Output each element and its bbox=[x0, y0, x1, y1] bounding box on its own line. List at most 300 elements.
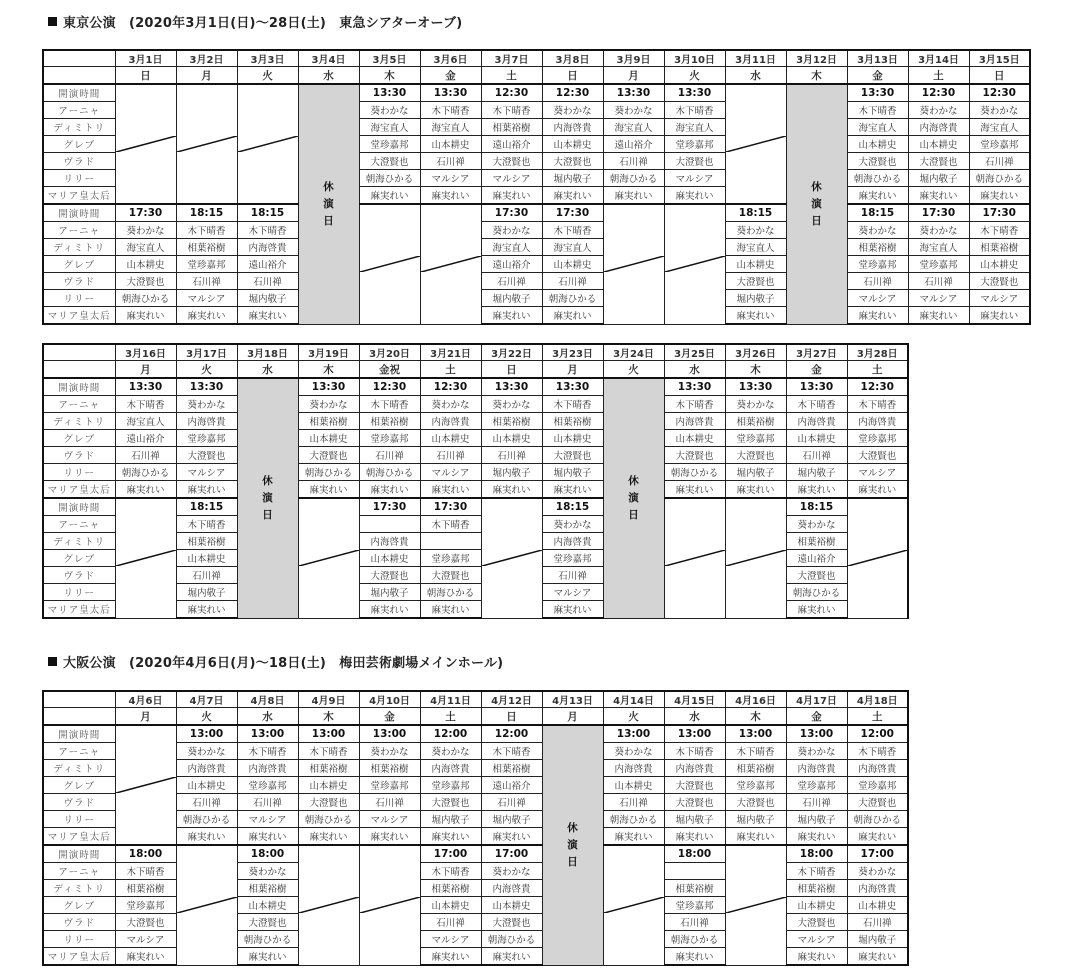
cast-cell: 堂珍嘉邦 bbox=[725, 777, 786, 794]
cast-cell: マルシア bbox=[237, 811, 298, 828]
cast-cell: 山本耕史 bbox=[298, 430, 359, 447]
date-cell: 3月20日 bbox=[359, 344, 420, 361]
date-cell: 3月16日 bbox=[115, 344, 176, 361]
weekday-cell: 月 bbox=[603, 67, 664, 85]
cast-cell: 石川禅 bbox=[481, 447, 542, 464]
showtime-cell: 18:15 bbox=[237, 204, 298, 222]
cast-cell: 葵わかな bbox=[542, 516, 603, 533]
no-show-slash-icon bbox=[116, 136, 176, 152]
showtime-cell: 12:00 bbox=[481, 725, 542, 743]
weekday-cell: 木 bbox=[298, 708, 359, 726]
cast-cell: マルシア bbox=[847, 290, 908, 307]
cast-cell: 山本耕史 bbox=[420, 897, 481, 914]
cast-cell: 大澄賢也 bbox=[481, 914, 542, 931]
cast-cell: 海宝直人 bbox=[420, 119, 481, 136]
showtime-row bbox=[43, 498, 908, 516]
showtime-cell: 12:30 bbox=[969, 84, 1030, 102]
cast-cell: 木下晴香 bbox=[481, 743, 542, 760]
cast-cell: 木下晴香 bbox=[725, 743, 786, 760]
weekday-cell: 木 bbox=[298, 361, 359, 379]
cast-cell: 大澄賢也 bbox=[237, 914, 298, 931]
date-cell: 3月1日 bbox=[115, 50, 176, 67]
cast-cell: 山本耕史 bbox=[176, 777, 237, 794]
cast-cell: 大澄賢也 bbox=[542, 447, 603, 464]
weekday-cell: 月 bbox=[115, 708, 176, 726]
rest-day-char: 日 bbox=[811, 214, 822, 227]
cast-cell: 遠山裕介 bbox=[481, 136, 542, 153]
cast-cell: 堂珍嘉邦 bbox=[420, 777, 481, 794]
cast-row bbox=[43, 396, 908, 413]
weekday-cell: 金 bbox=[359, 708, 420, 726]
cast-cell: 堀内敬子 bbox=[725, 811, 786, 828]
cast-cell: 内海啓貴 bbox=[603, 760, 664, 777]
weekday-cell: 水 bbox=[664, 708, 725, 726]
showtime-label: 開演時間 bbox=[43, 725, 115, 743]
cast-cell: 麻実れい bbox=[847, 187, 908, 205]
role-label: マリア皇太后 bbox=[43, 481, 115, 499]
showtime-label: 開演時間 bbox=[43, 84, 115, 102]
role-label: ディミトリ bbox=[43, 413, 115, 430]
weekday-cell: 木 bbox=[725, 708, 786, 726]
cast-cell: 堀内敬子 bbox=[420, 811, 481, 828]
cast-cell: 葵わかな bbox=[176, 743, 237, 760]
tokyo-schedule-table-1 bbox=[42, 49, 1031, 325]
cast-cell: 木下晴香 bbox=[115, 396, 176, 413]
cast-cell: 麻実れい bbox=[481, 948, 542, 966]
tokyo-schedule-table-2 bbox=[42, 343, 909, 619]
cast-cell: 朝海ひかる bbox=[115, 464, 176, 481]
rest-day-char: 日 bbox=[262, 508, 273, 521]
cast-cell: 麻実れい bbox=[542, 481, 603, 499]
cast-cell: 相葉裕樹 bbox=[359, 413, 420, 430]
no-show-slash-icon bbox=[299, 897, 359, 913]
date-cell: 4月18日 bbox=[847, 691, 908, 708]
cast-row bbox=[43, 290, 1030, 307]
showtime-cell: 17:30 bbox=[481, 204, 542, 222]
rest-day-cell bbox=[298, 84, 359, 324]
cast-cell: 海宝直人 bbox=[542, 239, 603, 256]
weekday-cell: 日 bbox=[542, 67, 603, 85]
showtime-cell: 13:30 bbox=[786, 378, 847, 396]
cast-cell: 内海啓貴 bbox=[664, 760, 725, 777]
cast-cell: 堀内敬子 bbox=[542, 170, 603, 187]
cast-cell: 相葉裕樹 bbox=[786, 533, 847, 550]
cast-cell: 葵わかな bbox=[298, 396, 359, 413]
cast-cell: 麻実れい bbox=[908, 307, 969, 325]
cast-cell: 朝海ひかる bbox=[847, 170, 908, 187]
cast-cell: 石川禅 bbox=[786, 794, 847, 811]
showtime-row bbox=[43, 725, 908, 743]
rest-day-char: 日 bbox=[628, 508, 639, 521]
role-label: マリア皇太后 bbox=[43, 828, 115, 846]
osaka-schedule-table bbox=[42, 690, 909, 966]
cast-cell: 山本耕史 bbox=[420, 136, 481, 153]
cast-cell: 木下晴香 bbox=[176, 222, 237, 239]
rest-day-char: 休 bbox=[628, 474, 639, 487]
rest-day-char: 休 bbox=[567, 821, 578, 834]
cast-cell: 堀内敬子 bbox=[847, 931, 908, 948]
cast-cell: 堀内敬子 bbox=[725, 290, 786, 307]
showtime-cell: 12:30 bbox=[481, 84, 542, 102]
showtime-cell: 18:00 bbox=[115, 845, 176, 863]
date-cell: 3月14日 bbox=[908, 50, 969, 67]
cast-cell: 石川禅 bbox=[176, 794, 237, 811]
cast-cell: 木下晴香 bbox=[969, 222, 1030, 239]
cast-cell: 大澄賢也 bbox=[176, 447, 237, 464]
date-cell: 4月13日 bbox=[542, 691, 603, 708]
cast-cell: 相葉裕樹 bbox=[542, 413, 603, 430]
cast-cell: 大澄賢也 bbox=[420, 567, 481, 584]
no-performance-cell bbox=[725, 84, 786, 204]
date-cell: 4月15日 bbox=[664, 691, 725, 708]
cast-cell: 大澄賢也 bbox=[298, 447, 359, 464]
cast-cell bbox=[359, 516, 420, 533]
cast-cell: 木下晴香 bbox=[237, 222, 298, 239]
cast-cell: 山本耕史 bbox=[176, 550, 237, 567]
role-label: ディミトリ bbox=[43, 239, 115, 256]
cast-row bbox=[43, 481, 908, 499]
cast-cell: 石川禅 bbox=[847, 914, 908, 931]
weekday-header-row bbox=[43, 67, 1030, 85]
cast-cell: 堀内敬子 bbox=[359, 584, 420, 601]
date-cell: 4月17日 bbox=[786, 691, 847, 708]
cast-cell: 石川禅 bbox=[176, 273, 237, 290]
cast-cell: 木下晴香 bbox=[420, 516, 481, 533]
cast-cell: 大澄賢也 bbox=[115, 914, 176, 931]
cast-cell: 麻実れい bbox=[847, 481, 908, 499]
cast-cell: 大澄賢也 bbox=[420, 794, 481, 811]
cast-cell: 麻実れい bbox=[542, 601, 603, 619]
role-label: リリー bbox=[43, 811, 115, 828]
cast-cell: 麻実れい bbox=[786, 601, 847, 619]
no-show-slash-icon bbox=[848, 550, 908, 566]
weekday-cell: 土 bbox=[847, 708, 908, 726]
no-show-slash-icon bbox=[482, 550, 542, 566]
rest-day-char: 演 bbox=[262, 491, 273, 504]
showtime-cell: 13:30 bbox=[115, 378, 176, 396]
cast-cell: 朝海ひかる bbox=[298, 464, 359, 481]
cast-cell: 堀内敬子 bbox=[725, 464, 786, 481]
role-label: リリー bbox=[43, 584, 115, 601]
cast-cell: 大澄賢也 bbox=[725, 794, 786, 811]
cast-cell: 石川禅 bbox=[664, 914, 725, 931]
cast-cell: 木下晴香 bbox=[420, 102, 481, 119]
cast-cell: 内海啓貴 bbox=[664, 413, 725, 430]
cast-cell: 山本耕史 bbox=[969, 256, 1030, 273]
cast-cell: 遠山裕介 bbox=[481, 777, 542, 794]
role-label: ディミトリ bbox=[43, 760, 115, 777]
cast-cell: 麻実れい bbox=[847, 948, 908, 966]
role-label: ディミトリ bbox=[43, 880, 115, 897]
cast-cell: 堀内敬子 bbox=[786, 811, 847, 828]
rest-day-label bbox=[238, 473, 298, 524]
cast-cell: 石川禅 bbox=[420, 914, 481, 931]
no-performance-cell bbox=[481, 498, 542, 618]
showtime-cell: 17:30 bbox=[115, 204, 176, 222]
showtime-cell: 13:30 bbox=[847, 84, 908, 102]
no-performance-cell bbox=[298, 498, 359, 618]
cast-cell: 相葉裕樹 bbox=[176, 533, 237, 550]
date-cell: 3月7日 bbox=[481, 50, 542, 67]
role-label: アーニャ bbox=[43, 863, 115, 880]
cast-cell: 海宝直人 bbox=[969, 119, 1030, 136]
cast-cell: 内海啓貴 bbox=[420, 413, 481, 430]
rest-day-char: 演 bbox=[567, 838, 578, 851]
cast-cell: 木下晴香 bbox=[481, 102, 542, 119]
no-performance-cell bbox=[725, 845, 786, 965]
cast-cell: 葵わかな bbox=[725, 396, 786, 413]
osaka-heading-text: 大阪公演 (2020年4月6日(月)〜18日(土) 梅田芸術劇場メインホール) bbox=[63, 656, 504, 671]
cast-cell: 葵わかな bbox=[786, 516, 847, 533]
showtime-cell: 18:15 bbox=[847, 204, 908, 222]
date-cell: 3月3日 bbox=[237, 50, 298, 67]
cast-cell: マルシア bbox=[420, 931, 481, 948]
cast-cell: 山本耕史 bbox=[542, 256, 603, 273]
corner-cell bbox=[43, 67, 115, 85]
date-cell: 4月14日 bbox=[603, 691, 664, 708]
cast-cell: 大澄賢也 bbox=[908, 153, 969, 170]
role-label: ヴラド bbox=[43, 567, 115, 584]
no-show-slash-icon bbox=[238, 136, 298, 152]
no-show-slash-icon bbox=[665, 256, 725, 272]
cast-cell: 朝海ひかる bbox=[603, 170, 664, 187]
date-cell: 3月6日 bbox=[420, 50, 481, 67]
cast-cell: 麻実れい bbox=[542, 187, 603, 205]
cast-cell: 遠山裕介 bbox=[786, 550, 847, 567]
showtime-cell: 13:00 bbox=[786, 725, 847, 743]
weekday-cell: 金 bbox=[786, 361, 847, 379]
showtime-cell: 17:00 bbox=[481, 845, 542, 863]
no-performance-cell bbox=[176, 84, 237, 204]
date-cell: 3月18日 bbox=[237, 344, 298, 361]
weekday-cell: 木 bbox=[786, 67, 847, 85]
rest-day-label bbox=[299, 179, 359, 230]
cast-cell: 麻実れい bbox=[481, 481, 542, 499]
date-cell: 4月6日 bbox=[115, 691, 176, 708]
corner-cell bbox=[43, 691, 115, 708]
cast-cell: 木下晴香 bbox=[115, 863, 176, 880]
cast-cell: 朝海ひかる bbox=[420, 584, 481, 601]
cast-cell: 麻実れい bbox=[603, 828, 664, 846]
rest-day-cell bbox=[237, 378, 298, 618]
cast-cell: 石川禅 bbox=[542, 567, 603, 584]
cast-cell: マルシア bbox=[176, 290, 237, 307]
showtime-row bbox=[43, 845, 908, 863]
cast-cell: 木下晴香 bbox=[786, 863, 847, 880]
cast-cell: マルシア bbox=[542, 584, 603, 601]
date-cell: 3月21日 bbox=[420, 344, 481, 361]
cast-cell: 堂珍嘉邦 bbox=[176, 430, 237, 447]
showtime-row bbox=[43, 378, 908, 396]
cast-cell: 麻実れい bbox=[420, 187, 481, 205]
cast-cell: 内海啓貴 bbox=[786, 760, 847, 777]
cast-cell: 相葉裕樹 bbox=[725, 760, 786, 777]
showtime-cell: 18:15 bbox=[786, 498, 847, 516]
cast-cell: 麻実れい bbox=[786, 481, 847, 499]
showtime-cell: 13:30 bbox=[420, 84, 481, 102]
cast-cell: 石川禅 bbox=[847, 273, 908, 290]
cast-cell: 木下晴香 bbox=[176, 516, 237, 533]
cast-cell: 遠山裕介 bbox=[603, 136, 664, 153]
cast-cell: マルシア bbox=[115, 931, 176, 948]
weekday-cell: 水 bbox=[237, 708, 298, 726]
cast-cell: 遠山裕介 bbox=[481, 256, 542, 273]
cast-cell: 石川禅 bbox=[786, 447, 847, 464]
cast-cell: 相葉裕樹 bbox=[847, 239, 908, 256]
cast-cell: 大澄賢也 bbox=[359, 153, 420, 170]
showtime-cell: 13:30 bbox=[725, 378, 786, 396]
cast-cell: 堀内敬子 bbox=[786, 464, 847, 481]
cast-cell: 石川禅 bbox=[359, 447, 420, 464]
cast-cell: 堂珍嘉邦 bbox=[115, 897, 176, 914]
cast-row bbox=[43, 307, 1030, 325]
no-performance-cell bbox=[664, 498, 725, 618]
cast-cell: 麻実れい bbox=[725, 828, 786, 846]
cast-cell: 葵わかな bbox=[542, 102, 603, 119]
role-label: ディミトリ bbox=[43, 119, 115, 136]
cast-cell: 朝海ひかる bbox=[359, 170, 420, 187]
date-cell: 3月26日 bbox=[725, 344, 786, 361]
cast-cell: 葵わかな bbox=[359, 743, 420, 760]
cast-cell: 木下晴香 bbox=[237, 743, 298, 760]
role-label: マリア皇太后 bbox=[43, 187, 115, 205]
cast-cell: 堂珍嘉邦 bbox=[176, 256, 237, 273]
cast-cell: 内海啓貴 bbox=[847, 880, 908, 897]
weekday-cell: 土 bbox=[420, 361, 481, 379]
no-show-slash-icon bbox=[299, 550, 359, 566]
weekday-cell: 日 bbox=[969, 67, 1030, 85]
cast-cell: 葵わかな bbox=[115, 222, 176, 239]
showtime-cell: 13:30 bbox=[481, 378, 542, 396]
cast-cell: 大澄賢也 bbox=[542, 153, 603, 170]
cast-cell: 麻実れい bbox=[969, 307, 1030, 325]
showtime-cell: 13:30 bbox=[664, 378, 725, 396]
rest-day-char: 日 bbox=[567, 855, 578, 868]
cast-cell: 大澄賢也 bbox=[969, 273, 1030, 290]
cast-cell: 木下晴香 bbox=[298, 743, 359, 760]
role-label: グレブ bbox=[43, 550, 115, 567]
no-performance-cell bbox=[176, 845, 237, 965]
showtime-cell: 17:30 bbox=[908, 204, 969, 222]
role-label: グレブ bbox=[43, 897, 115, 914]
cast-cell: 堂珍嘉邦 bbox=[786, 777, 847, 794]
rest-day-char: 演 bbox=[811, 197, 822, 210]
showtime-cell: 17:00 bbox=[847, 845, 908, 863]
weekday-cell: 月 bbox=[542, 361, 603, 379]
date-cell: 3月2日 bbox=[176, 50, 237, 67]
role-label: グレブ bbox=[43, 430, 115, 447]
weekday-cell: 火 bbox=[176, 708, 237, 726]
cast-cell: 堀内敬子 bbox=[481, 811, 542, 828]
cast-cell: 麻実れい bbox=[603, 187, 664, 205]
cast-cell: 大澄賢也 bbox=[725, 273, 786, 290]
cast-cell: 朝海ひかる bbox=[298, 811, 359, 828]
role-label: アーニャ bbox=[43, 743, 115, 760]
cast-cell: 朝海ひかる bbox=[664, 931, 725, 948]
cast-cell: 木下晴香 bbox=[847, 102, 908, 119]
cast-cell: 大澄賢也 bbox=[359, 567, 420, 584]
cast-cell: 朝海ひかる bbox=[664, 464, 725, 481]
cast-row bbox=[43, 447, 908, 464]
showtime-cell: 17:30 bbox=[969, 204, 1030, 222]
cast-cell: 堂珍嘉邦 bbox=[237, 777, 298, 794]
cast-cell: 石川禅 bbox=[908, 273, 969, 290]
cast-cell: 木下晴香 bbox=[542, 222, 603, 239]
cast-cell: 堂珍嘉邦 bbox=[847, 430, 908, 447]
date-cell: 3月23日 bbox=[542, 344, 603, 361]
weekday-cell: 金 bbox=[847, 67, 908, 85]
date-cell: 3月9日 bbox=[603, 50, 664, 67]
cast-cell: 堂珍嘉邦 bbox=[908, 256, 969, 273]
rest-day-char: 日 bbox=[323, 214, 334, 227]
cast-cell: 大澄賢也 bbox=[725, 447, 786, 464]
square-bullet-icon bbox=[48, 657, 57, 666]
cast-cell: 堀内敬子 bbox=[481, 464, 542, 481]
cast-cell: 相葉裕樹 bbox=[176, 239, 237, 256]
role-label: マリア皇太后 bbox=[43, 307, 115, 325]
cast-cell: 木下晴香 bbox=[786, 396, 847, 413]
cast-cell: 麻実れい bbox=[725, 307, 786, 325]
cast-cell: 麻実れい bbox=[969, 187, 1030, 205]
cast-cell: 葵わかな bbox=[420, 743, 481, 760]
cast-cell: 山本耕史 bbox=[298, 777, 359, 794]
cast-cell: 相葉裕樹 bbox=[786, 880, 847, 897]
cast-cell: 海宝直人 bbox=[115, 413, 176, 430]
cast-row bbox=[43, 273, 1030, 290]
no-show-slash-icon bbox=[665, 550, 725, 566]
date-cell: 4月11日 bbox=[420, 691, 481, 708]
showtime-label: 開演時間 bbox=[43, 378, 115, 396]
cast-cell: 大澄賢也 bbox=[664, 447, 725, 464]
cast-cell: 山本耕史 bbox=[786, 430, 847, 447]
role-label: ヴラド bbox=[43, 273, 115, 290]
rest-day-cell bbox=[542, 725, 603, 965]
cast-cell: 堀内敬子 bbox=[908, 170, 969, 187]
cast-cell: 海宝直人 bbox=[603, 119, 664, 136]
weekday-cell: 土 bbox=[908, 67, 969, 85]
cast-cell: 大澄賢也 bbox=[847, 447, 908, 464]
role-label: ヴラド bbox=[43, 447, 115, 464]
date-header-row bbox=[43, 50, 1030, 67]
cast-cell: 石川禅 bbox=[420, 447, 481, 464]
showtime-cell: 13:00 bbox=[176, 725, 237, 743]
cast-cell: 朝海ひかる bbox=[115, 290, 176, 307]
cast-cell: 麻実れい bbox=[847, 307, 908, 325]
role-label: リリー bbox=[43, 290, 115, 307]
cast-cell: 葵わかな bbox=[908, 102, 969, 119]
no-show-slash-icon bbox=[177, 897, 237, 913]
date-cell: 4月12日 bbox=[481, 691, 542, 708]
showtime-cell: 13:00 bbox=[603, 725, 664, 743]
showtime-cell: 12:30 bbox=[542, 84, 603, 102]
weekday-header-row bbox=[43, 361, 908, 379]
role-label: グレブ bbox=[43, 136, 115, 153]
corner-cell bbox=[43, 344, 115, 361]
cast-cell: 堂珍嘉邦 bbox=[420, 550, 481, 567]
cast-cell: マルシア bbox=[420, 464, 481, 481]
rest-day-label bbox=[787, 179, 847, 230]
cast-cell: 堂珍嘉邦 bbox=[847, 256, 908, 273]
weekday-cell: 金 bbox=[786, 708, 847, 726]
role-label: アーニャ bbox=[43, 396, 115, 413]
cast-cell: 山本耕史 bbox=[420, 430, 481, 447]
role-label: ヴラド bbox=[43, 153, 115, 170]
weekday-cell: 水 bbox=[298, 67, 359, 85]
cast-cell: マルシア bbox=[908, 290, 969, 307]
cast-cell: マルシア bbox=[359, 811, 420, 828]
cast-cell: 木下晴香 bbox=[664, 743, 725, 760]
cast-cell: 石川禅 bbox=[237, 794, 298, 811]
